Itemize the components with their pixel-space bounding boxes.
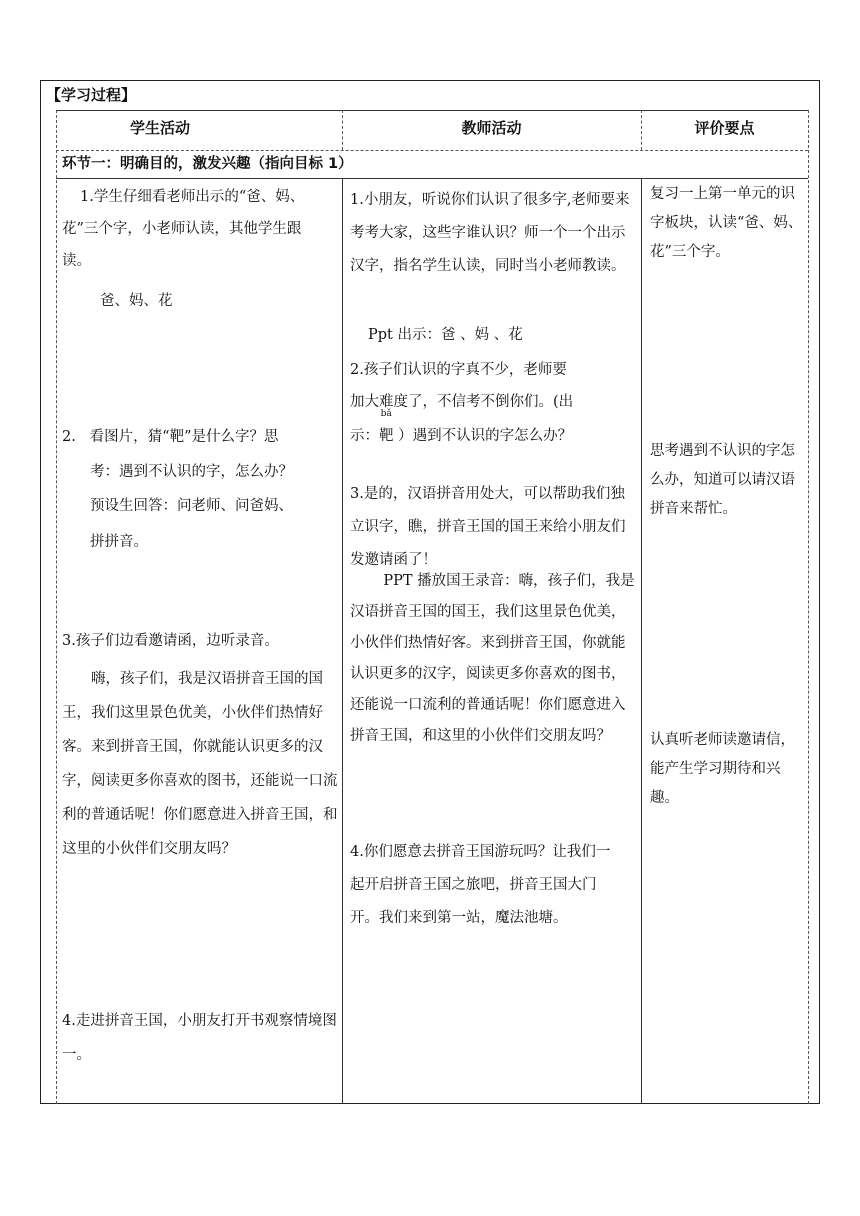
teacher-t2-line2: 加大难度了，不信考不倒你们。(出 [350,394,574,410]
eval-e1: 复习一上第一单元的识字板块，认读“爸、妈、花”三个字。 [650,186,803,260]
teacher-t2-line1: 2.孩子们认识的字真不少，老师要 [350,362,567,378]
teacher-t2-post: ）遇到不认识的字怎么办？ [393,428,573,444]
col-divider-1-body [342,178,343,1104]
student-p3-line1: 3.孩子们边看邀请函，边听录音。 [62,633,279,649]
col-divider-2-body [641,178,642,1104]
student-p1-line2: 花”三个字，小老师认读，其他学生跟 [62,221,302,237]
col-left-edge [56,110,57,1104]
student-p1-line1: 1.学生仔细看老师出示的“爸、妈、 [80,189,305,205]
teacher-t1-ppt: Ppt 出示：爸 、妈 、花 [368,327,523,343]
student-p2-line4: 拼拼音。 [90,534,148,550]
teacher-t4: 4.你们愿意去拼音王国游玩吗？让我们一起开启拼音王国之旅吧，拼音王国大门开。我们来到第一站，魔法池塘。 [350,844,611,926]
eval-e3: 认真听老师读邀请信，能产生学习期待和兴趣。 [650,732,795,806]
student-p1-chars: 爸、妈、花 [100,293,173,309]
student-p2-line2: 考：遇到不认识的字，怎么办？ [90,464,293,480]
eval-e2: 思考遇到不认识的字怎么办，知道可以请汉语拼音来帮忙。 [650,443,795,517]
student-p2-line1: 2. 看图片，猜“靶”是什么字？思 [62,429,279,445]
teacher-t2-pre: 示： [350,428,379,444]
teacher-t3: 3.是的，汉语拼音用处大，可以帮助我们独立识字，瞧，拼音王国的国王来给小朋友们发邀请函了！ [350,486,626,568]
student-p3-body: 嗨，孩子们，我是汉语拼音王国的国王，我们这里景色优美，小伙伴们热情好客。来到拼音王国，你就能认识更多的汉字，阅读更多你喜欢的图书，还能说一口流利的普通话呢！你们愿意进入拼音王国，和这里的小伙伴们交朋友吗？ [62,671,338,857]
header-eval: 评价要点 [694,119,755,137]
col-right-edge [808,110,809,1104]
teacher-t2-line3 [350,409,573,452]
teacher-t1: 1.小朋友，听说你们认识了很多字,老师要来考考大家，这些字谁认识？师一个一个出示汉字，指名学生认读，同时当小老师教读。 [350,192,630,274]
stage1-title: 环节一：明确目的，激发兴趣（指向目标 1） [62,156,353,172]
student-p1-line3: 读。 [62,253,91,269]
pinyin-ba: bǎ [380,409,392,419]
ruby-ba [379,409,394,452]
header-teacher: 教师活动 [461,119,522,137]
section-title: 【学习过程】 [46,86,137,104]
char-ba: 靶 [379,428,394,444]
header-student: 学生活动 [129,119,190,137]
student-p4: 4.走进拼音王国，小朋友打开书观察情境图一。 [62,1013,337,1063]
rule-below-title [56,110,808,111]
teacher-t3-ppt: PPT 播放国王录音：嗨，孩子们，我是汉语拼音王国的国王，我们这里景色优美，小伙伴们热情好客。来到拼音王国，你就能认识更多的汉字，阅读更多你喜欢的图书，还能说一口流利的普通话呢！你们愿意进入拼音王国，和这里的小伙伴们交朋友吗？ [350,573,635,744]
student-p2-line3: 预设生回答：问老师、问爸妈、 [90,498,293,514]
